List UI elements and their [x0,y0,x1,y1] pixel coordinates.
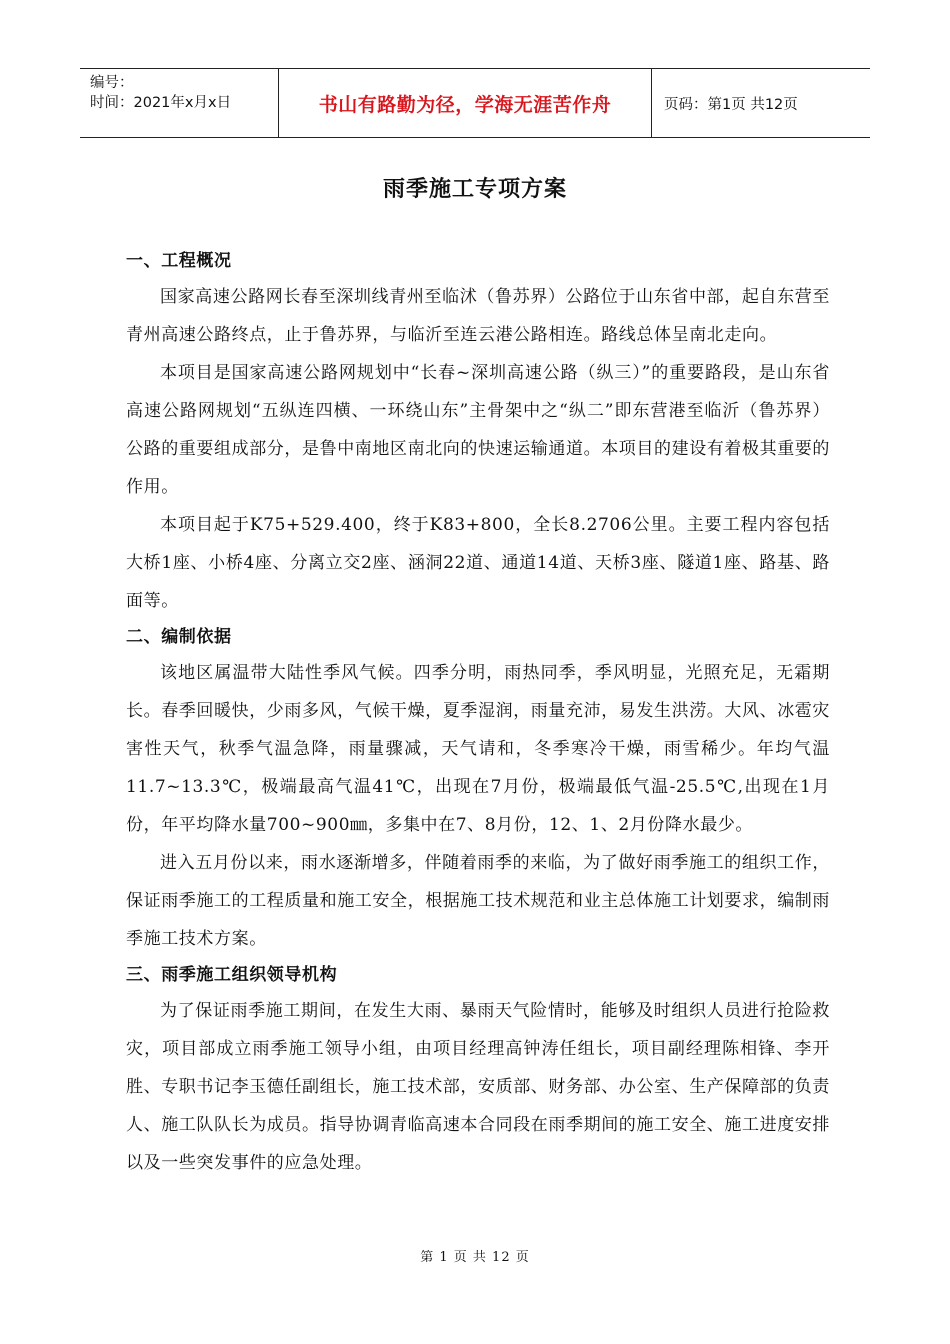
paragraph: 本项目是国家高速公路网规划中“长春~深圳高速公路（纵三）”的重要路段，是山东省高速公路网规划“五纵连四横、一环绕山东”主骨架中之“纵二”即东营港至临沂（鲁苏界）公路的重要组成部分，是鲁中南地区南北向的快速运输通道。本项目的建设有着极其重要的作用。 [126,363,830,497]
page-footer: 第 1 页 共 12 页 [420,1250,530,1265]
document-code-label: 编号： [90,75,134,91]
paragraph: 为了保证雨季施工期间，在发生大雨、暴雨天气险情时，能够及时组织人员进行抢险救灾，项目部成立雨季施工领导小组，由项目经理高钟涛任组长，项目副经理陈相锋、李开胜、专职书记李玉德任副组长，施工技术部，安质部、财务部、办公室、生产保障部的负责人、施工队队长为成员。指导协调青临高速本合同段在雨季期间的施工安全、施工进度安排以及一些突发事件的应急处理。 [126,1001,830,1173]
document-time-label: 时间：2021年x月x日 [90,95,232,111]
document-body [126,244,830,1182]
header-meta-cell [80,69,278,137]
section-heading-organization: 三、雨季施工组织领导机构 [126,965,338,985]
paragraph: 本项目起于K75+529.400，终于K83+800，全长8.2706公里。主要工程内容包括大桥1座、小桥4座、分离立交2座、涵洞22道、通道14道、天桥3座、隧道1座、路基、路面等。 [126,515,830,611]
section-heading-overview: 一、工程概况 [126,251,232,271]
paragraph: 国家高速公路网长春至深圳线青州至临沭（鲁苏界）公路位于山东省中部，起自东营至青州高速公路终点，止于鲁苏界，与临沂至连云港公路相连。路线总体呈南北走向。 [126,287,830,345]
paragraph: 进入五月份以来，雨水逐渐增多，伴随着雨季的来临，为了做好雨季施工的组织工作，保证雨季施工的工程质量和施工安全，根据施工技术规范和业主总体施工计划要求，编制雨季施工技术方案。 [126,853,830,949]
header-slogan: 书山有路勤为径，学海无涯苦作舟 [278,69,652,137]
paragraph: 该地区属温带大陆性季风气候。四季分明，雨热同季，季风明显，光照充足，无霜期长。春季回暖快，少雨多风，气候干燥，夏季湿润，雨量充沛，易发生洪涝。大风、冰雹灾害性天气，秋季气温急降，雨量骤减，天气请和，冬季寒冷干燥，雨雪稀少。年均气温11.7~13.3℃，极端最高气温41℃，出现在7月份，极端最低气温-25.5℃,出现在1月份，年平均降水量700~900㎜，多集中在7、8月份，12、1、2月份降水最少。 [126,663,830,835]
header-page-info: 页码：第1页 共12页 [664,96,798,113]
document-title: 雨季施工专项方案 [382,177,567,202]
header-table [80,68,870,138]
section-heading-basis: 二、编制依据 [126,627,232,647]
